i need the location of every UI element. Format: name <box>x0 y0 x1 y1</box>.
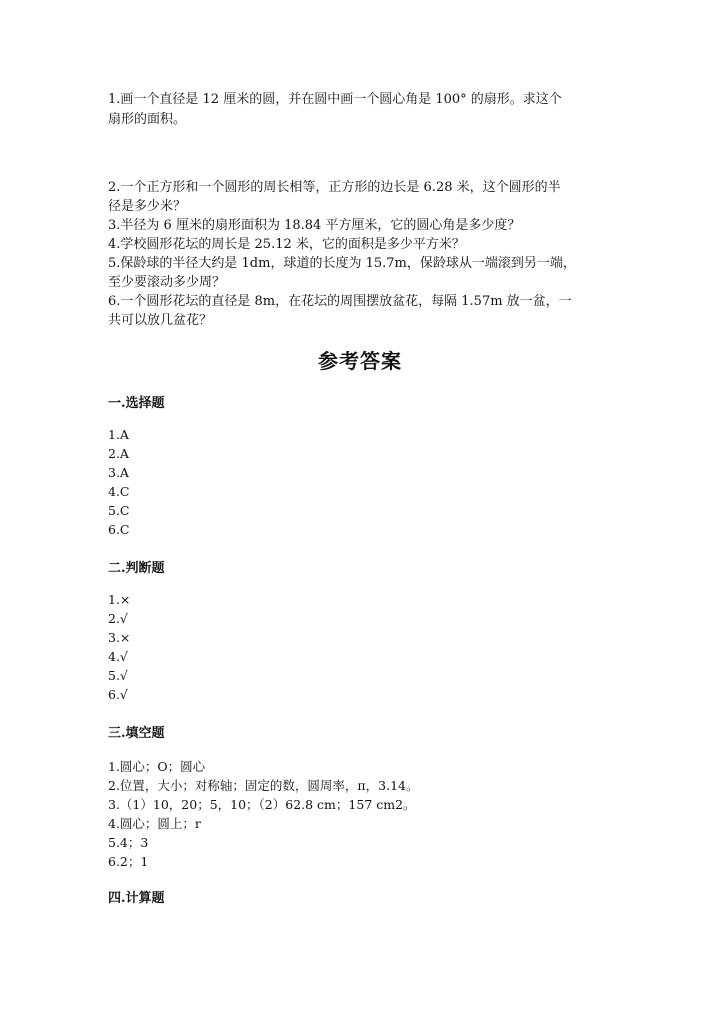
fill-answer-6: 6.2；1 <box>108 854 149 869</box>
problem-6-line-2: 共可以放几盆花？ <box>108 313 213 328</box>
problem-1-line-1: 1.画一个直径是 12 厘米的圆，并在圆中画一个圆心角是 100° 的扇形。求这个 <box>108 92 562 107</box>
judgement-answer-2: 2.√ <box>108 611 128 626</box>
section-heading-calculation: 四.计算题 <box>108 891 165 906</box>
choice-answer-5: 5.C <box>108 503 130 518</box>
problem-5-line-2: 至少要滚动多少周？ <box>108 275 226 290</box>
judgement-answer-5: 5.√ <box>108 668 128 683</box>
problem-1-line-2: 扇形的面积。 <box>108 112 187 127</box>
fill-answer-4: 4.圆心；圆上；r <box>108 816 201 831</box>
judgement-answer-4: 4.√ <box>108 649 128 664</box>
choice-answer-6: 6.C <box>108 522 130 537</box>
section-heading-fill-blank: 三.填空题 <box>108 726 165 741</box>
problem-4-line-1: 4.学校圆形花坛的周长是 25.12 米，它的面积是多少平方米？ <box>108 237 465 252</box>
problem-6-line-1: 6.一个圆形花坛的直径是 8m，在花坛的周围摆放盆花，每隔 1.57m 放一盆，一 <box>108 294 572 309</box>
problem-2-line-1: 2.一个正方形和一个圆形的周长相等，正方形的边长是 6.28 米，这个圆形的半 <box>108 180 561 195</box>
answer-title: 参考答案 <box>318 349 402 373</box>
judgement-answer-3: 3.× <box>108 630 131 645</box>
choice-answer-4: 4.C <box>108 484 130 499</box>
choice-answer-2: 2.A <box>108 446 129 461</box>
section-heading-judgement: 二.判断题 <box>108 561 165 576</box>
fill-answer-2: 2.位置，大小；对称轴；固定的数，圆周率，π，3.14。 <box>108 778 419 793</box>
section-heading-choice: 一.选择题 <box>108 396 165 411</box>
fill-answer-3: 3.（1）10，20；5，10；（2）62.8 cm；157 cm2。 <box>108 797 416 812</box>
choice-answer-3: 3.A <box>108 465 129 480</box>
choice-answer-1: 1.A <box>108 427 129 442</box>
judgement-answer-6: 6.√ <box>108 687 128 702</box>
problem-3-line-1: 3.半径为 6 厘米的扇形面积为 18.84 平方厘米，它的圆心角是多少度？ <box>108 218 521 233</box>
judgement-answer-1: 1.× <box>108 592 131 607</box>
fill-answer-1: 1.圆心；O；圆心 <box>108 759 206 774</box>
problem-2-line-2: 径是多少米？ <box>108 199 187 214</box>
fill-answer-5: 5.4；3 <box>108 835 149 850</box>
problem-5-line-1: 5.保龄球的半径大约是 1dm，球道的长度为 15.7m，保龄球从一端滚到另一端， <box>108 256 576 271</box>
